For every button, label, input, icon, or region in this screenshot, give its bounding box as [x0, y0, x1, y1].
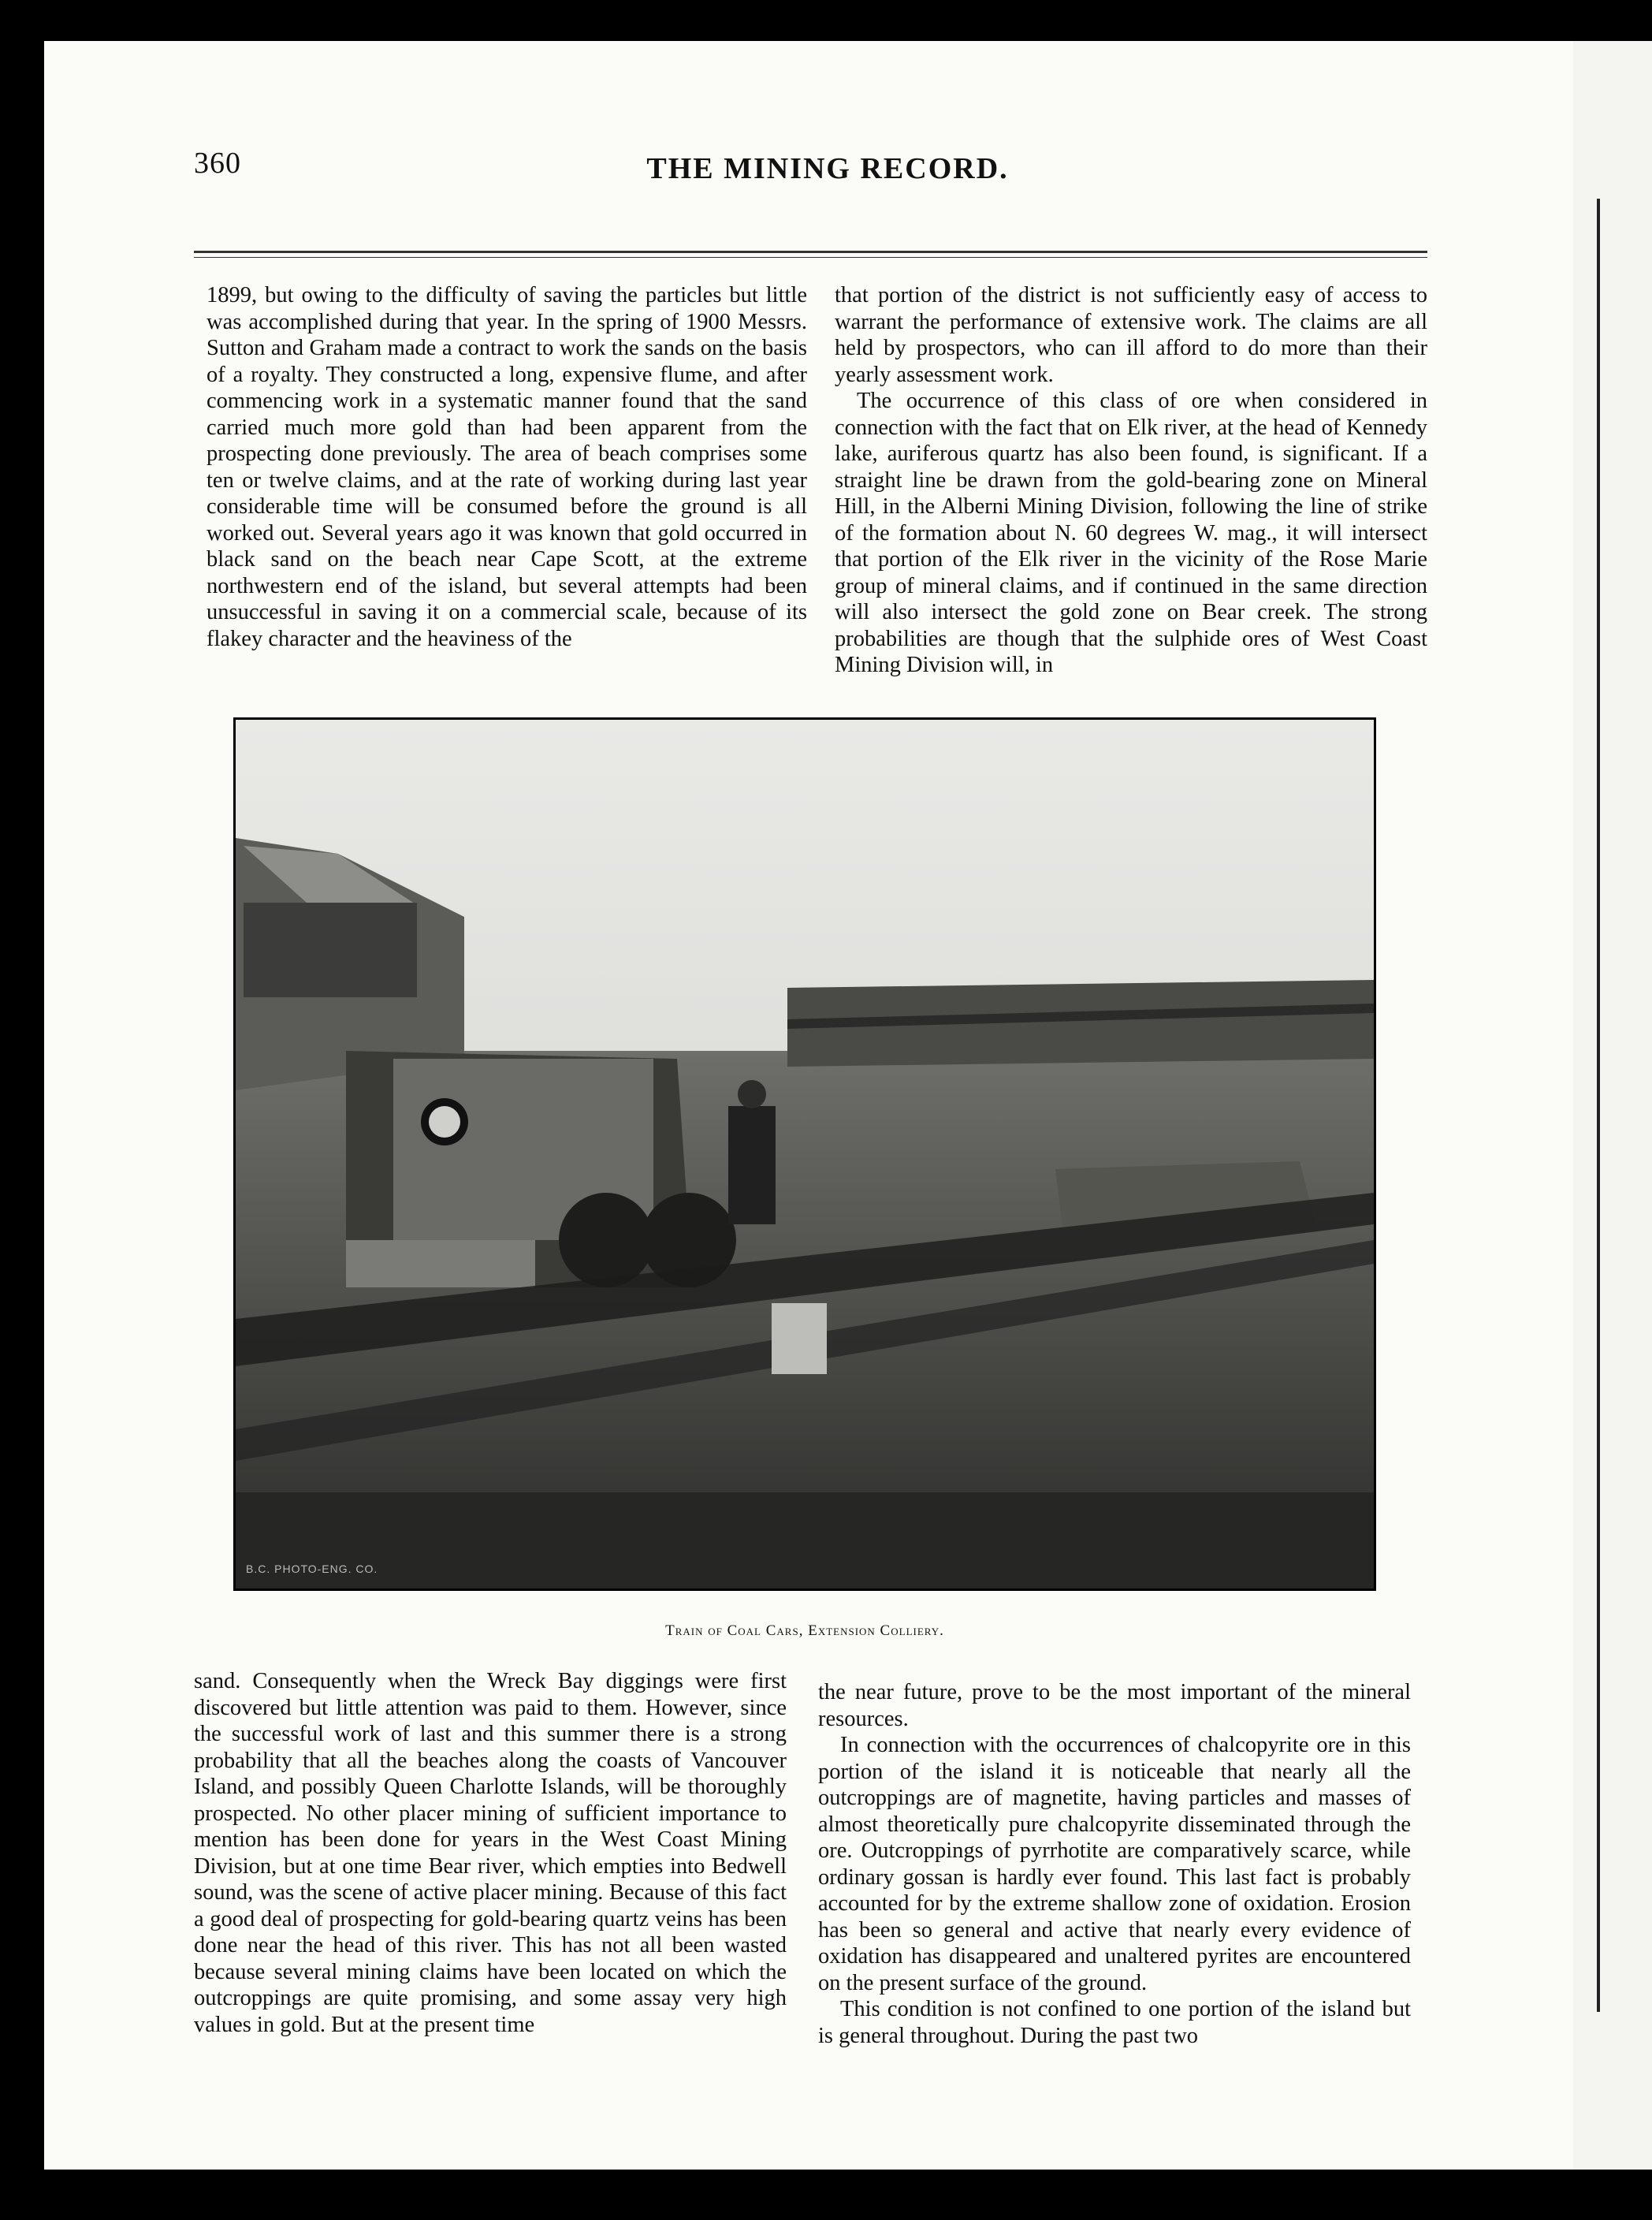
figure-caption: Train of Coal Cars, Extension Colliery. [665, 1622, 944, 1639]
header-rule-thin [194, 257, 1427, 258]
paragraph: sand. Consequently when the Wreck Bay diggings were first discovered but little attention was paid to them. However, since the successful work of last and this summer there is a strong probability that all the beaches along the coasts of Vancouver Island, and possibly Queen Charlotte Islands, will be thoroughly prospected. No other placer mining of sufficient importance to mention has been done for years in the West Coast Mining Division, but at one time Bear river, which empties into Bedwell sound, was the scene of active placer mining. Because of this fact a good deal of prospecting for gold-bearing quartz veins has been done near the head of this river. This has not all been wasted because several mining claims have been located on which the outcroppings are quite promising, and some assay very high values in gold. But at the present time [194, 1669, 787, 2037]
photo-illustration [236, 720, 1374, 1589]
paragraph: This condition is not confined to one portion of the island but is general throughout. During the past two [818, 1997, 1411, 2048]
header-rule [194, 251, 1427, 253]
engraver-credit: B.C. PHOTO-ENG. CO. [246, 1563, 378, 1575]
page-number: 360 [194, 147, 241, 180]
column-top-left [206, 282, 807, 652]
column-bottom-left [194, 1668, 787, 2038]
column-bottom-right [818, 1679, 1411, 2049]
paragraph: The occurrence of this class of ore when considered in connection with the fact that on Elk river, at the head of Kennedy lake, auriferous quartz has also been found, is significant. If a straight line be drawn from the gold-bearing zone on Mineral Hill, in the Alberni Mining Division, following the line of strike of the formation about N. 60 degrees W. mag., it will intersect that portion of the Elk river in the vicinity of the Rose Marie group of mineral claims, and if continued in the same direction will also intersect the gold zone on Bear creek. The strong probabilities are though that the sulphide ores of West Coast Mining Division will, in [835, 389, 1427, 677]
paragraph: 1899, but owing to the difficulty of saving the particles but little was accomplished during that year. In the spring of 1900 Messrs. Sutton and Graham made a contract to work the sands on the basis of a royalty. They constructed a long, expensive flume, and after commencing work in a systematic manner found that the sand carried much more gold than had been apparent from the prospecting done previously. The area of beach comprises some ten or twelve claims, and at the rate of working during last year considerable time will be consumed before the ground is all worked out. Several years ago it was known that gold occurred in black sand on the beach near Cape Scott, at the extreme northwestern end of the island, but several attempts had been unsuccessful in saving it on a commercial scale, because of its flakey character and the heaviness of the [206, 283, 807, 651]
column-top-right [835, 282, 1427, 679]
paragraph: In connection with the occurrences of chalcopyrite ore in this portion of the island it is noticeable that nearly all the outcroppings are of magnetite, having particles and masses of almost theoretically pure chalcopyrite disseminated through the ore. Outcroppings of pyrrhotite are comparatively scarce, while ordinary gossan is hardly ever found. This last fact is probably accounted for by the extreme shallow zone of oxidation. Erosion has been so general and active that nearly every evidence of oxidation has disappeared and unaltered pyrites are encountered on the present surface of the ground. [818, 1733, 1411, 1995]
paragraph: the near future, prove to be the most important of the mineral resources. [818, 1680, 1411, 1731]
photograph-coal-cars [233, 717, 1376, 1591]
paragraph: that portion of the district is not sufficiently easy of access to warrant the performance of extensive work. The claims are all held by prospectors, who can ill afford to do more than their yearly assessment work. [835, 283, 1427, 387]
adjacent-page-edge [1573, 41, 1652, 2170]
running-head: THE MINING RECORD. [646, 152, 1009, 185]
